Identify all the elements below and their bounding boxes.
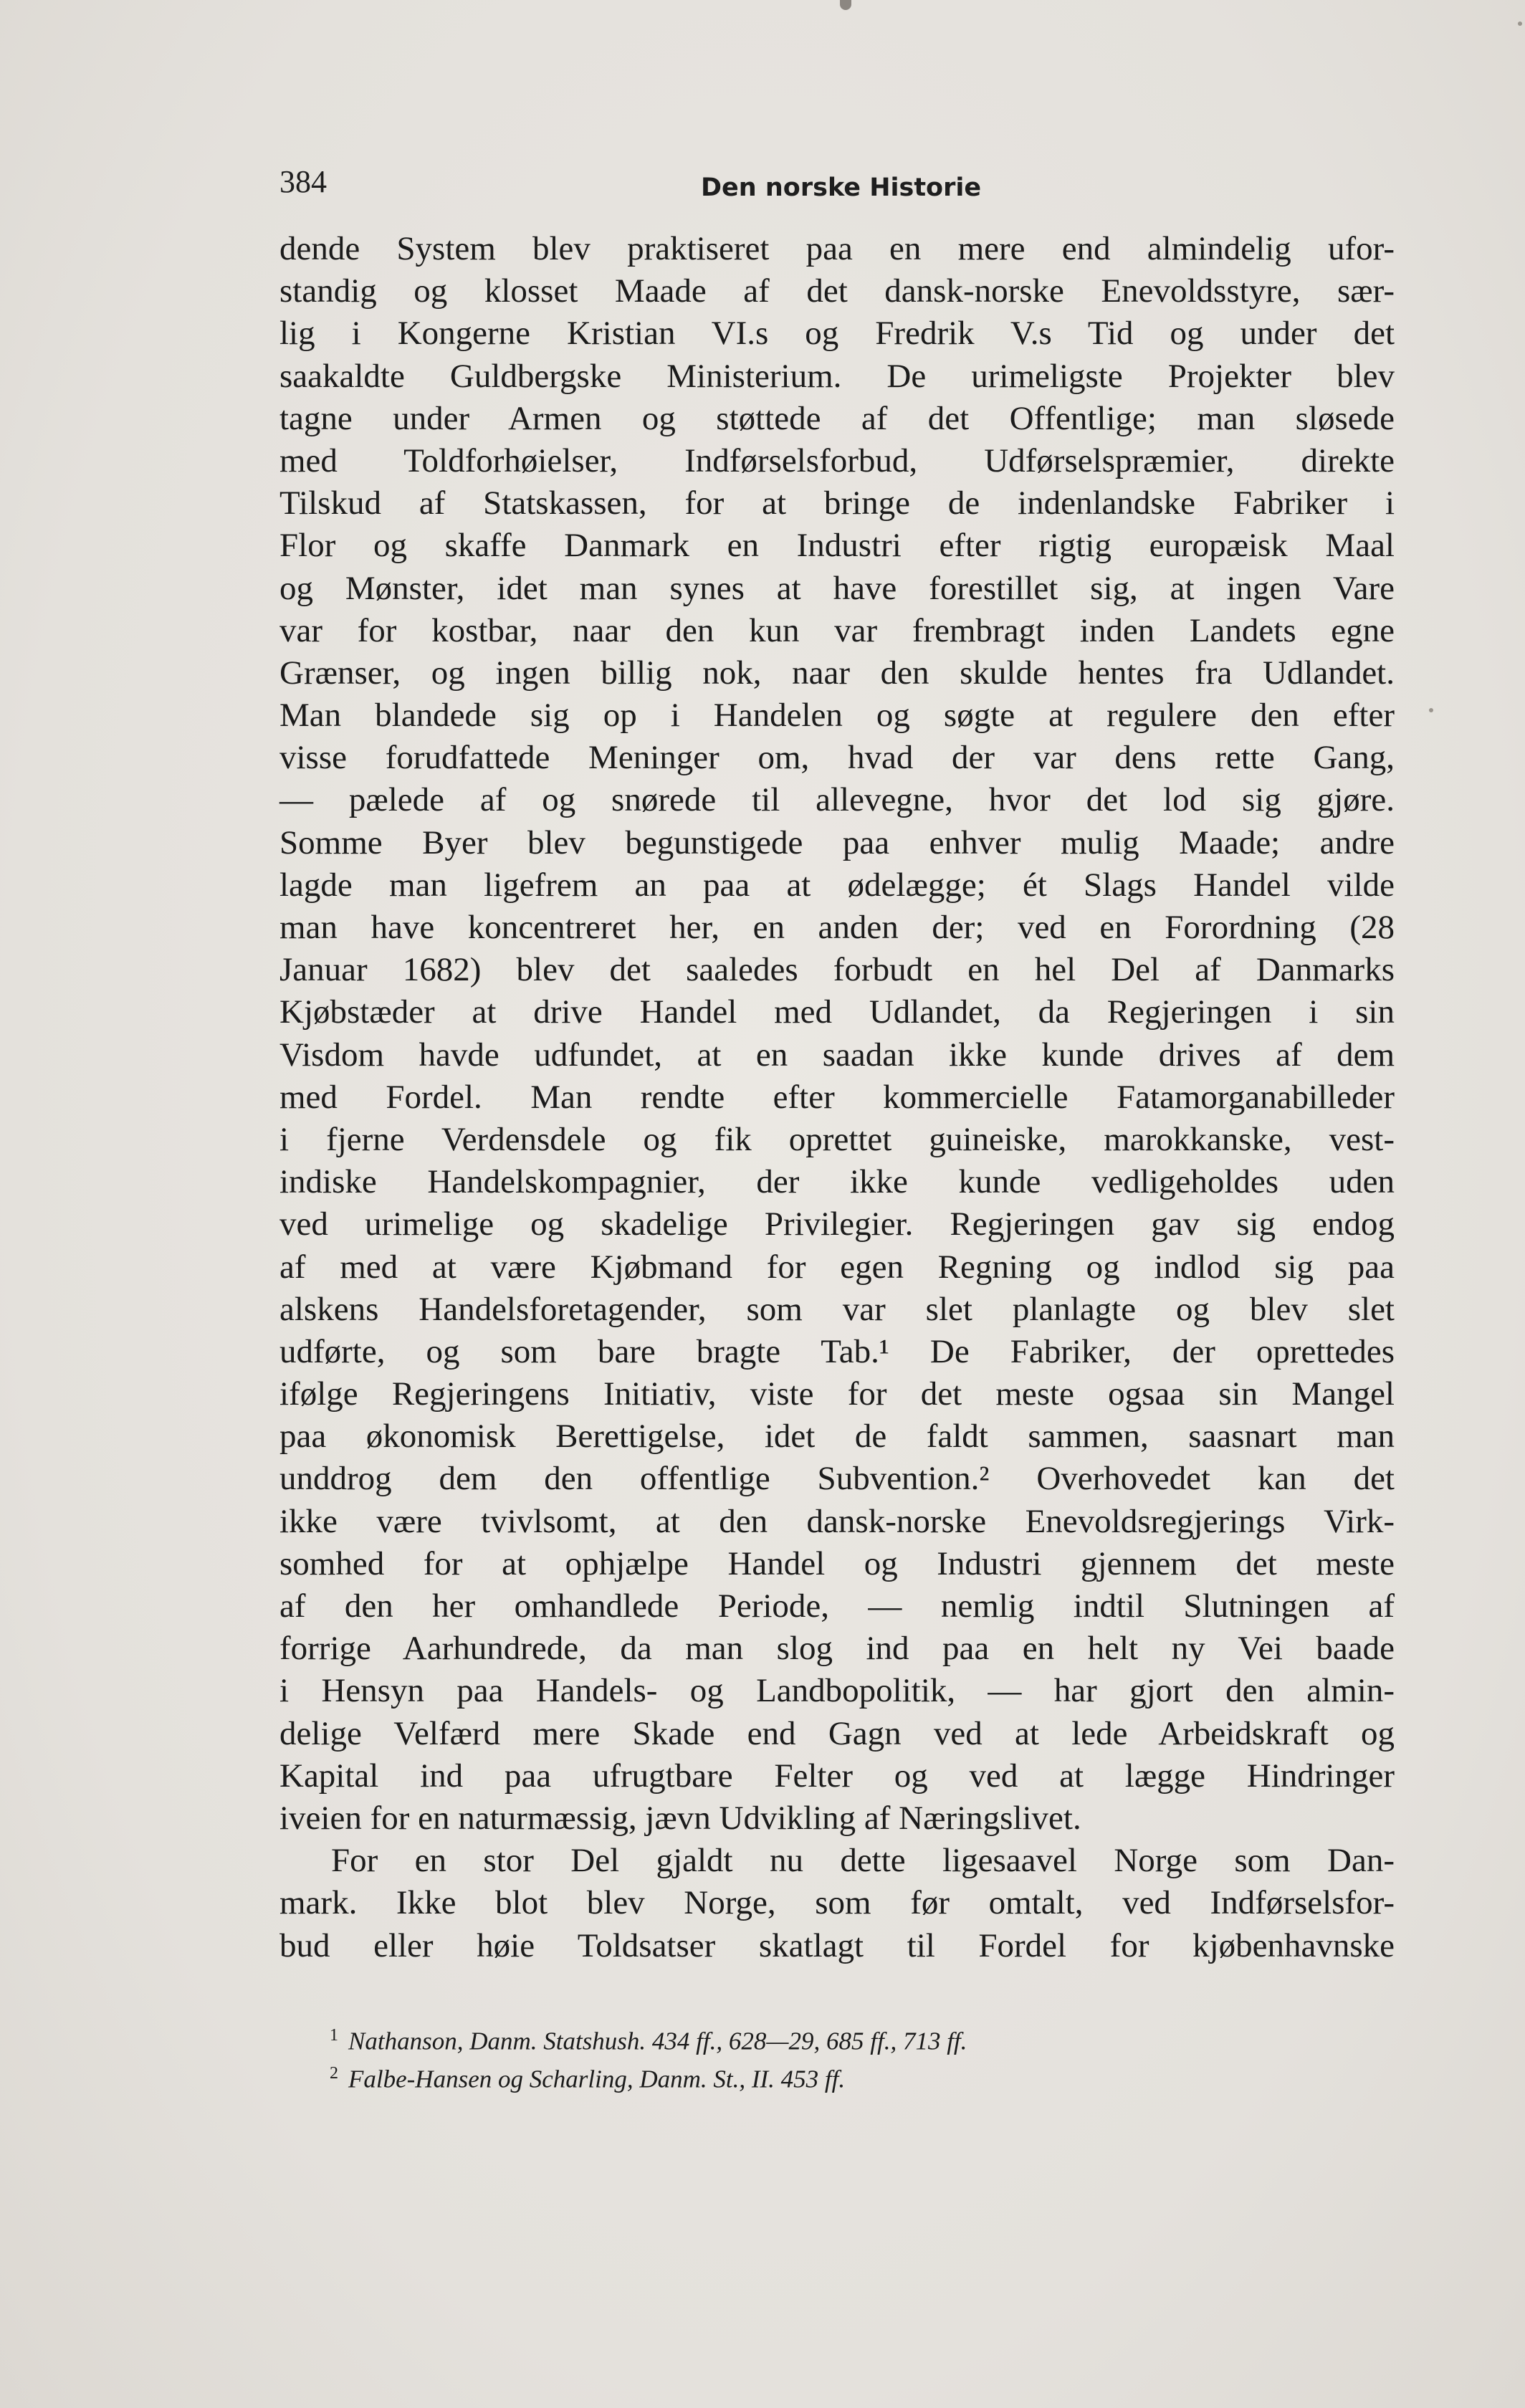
footnote-mark: 1 xyxy=(330,2026,338,2045)
text-line: i Hensyn paa Handels- og Landbopolitik, — har gjort den almin- xyxy=(279,1672,1395,1710)
text-line: man have koncentreret her, en anden der; ved en Forordning (28 xyxy=(279,909,1395,946)
text-line: somhed for at ophjælpe Handel og Industri gjennem det meste xyxy=(279,1544,1395,1582)
text-line: Kapital ind paa ufrugtbare Felter og ved at lægge Hindringer xyxy=(279,1757,1395,1795)
text-line: med Fordel. Man rendte efter kommercielle Fatamorganabilleder xyxy=(279,1078,1395,1116)
scan-dot xyxy=(1429,708,1433,712)
text-line: standig og klosset Maade af det dansk-norske Enevoldsstyre, sær- xyxy=(279,272,1395,310)
text-line: i fjerne Verdensdele og fik oprettet guineiske, marokkanske, vest- xyxy=(279,1120,1395,1158)
text-line: unddrog dem den offentlige Subvention.² Overhovedet kan det xyxy=(279,1460,1395,1498)
text-line: med Toldforhøielser, Indførselsforbud, Udførselspræmier, direkte xyxy=(279,441,1395,479)
footnote xyxy=(330,2058,1395,2096)
body-text xyxy=(279,228,1395,1967)
text-line: lig i Kongerne Kristian VI.s og Fredrik V.s Tid og under det xyxy=(279,315,1395,353)
text-line: ikke være tvivlsomt, at den dansk-norske Enevoldsregjerings Virk- xyxy=(279,1502,1395,1540)
text-line: Flor og skaffe Danmark en Industri efter rigtig europæisk Maal xyxy=(279,527,1395,565)
page-header xyxy=(279,163,1395,214)
text-line: Tilskud af Statskassen, for at bringe de indenlandske Fabriker i xyxy=(279,484,1395,522)
text-line: For en stor Del gjaldt nu dette ligesaavel Norge som Dan- xyxy=(331,1842,1395,1880)
text-line: udførte, og som bare bragte Tab.¹ De Fabriker, der oprettedes xyxy=(279,1332,1395,1370)
text-line: Visdom havde udfundet, at en saadan ikke kunde drives af dem xyxy=(279,1036,1395,1074)
text-line: var for kostbar, naar den kun var frembragt inden Landets egne xyxy=(279,611,1395,649)
text-line: Januar 1682) blev det saaledes forbudt en hel Del af Danmarks xyxy=(279,951,1395,989)
text-line: delige Velfærd mere Skade end Gagn ved at lede Arbeidskraft og xyxy=(279,1714,1395,1752)
text-line: iveien for en naturmæssig, jævn Udvikling af Næringslivet. xyxy=(279,1799,1081,1837)
text-line: mark. Ikke blot blev Norge, som før omtalt, ved Indførselsfor- xyxy=(279,1884,1395,1922)
text-line: indiske Handelskompagnier, der ikke kunde vedligeholdes uden xyxy=(279,1163,1395,1201)
text-line: Grænser, og ingen billig nok, naar den skulde hentes fra Udlandet. xyxy=(279,654,1395,692)
text-line: Kjøbstæder at drive Handel med Udlandet, da Regjeringen i sin xyxy=(279,993,1395,1031)
footnote-text: Nathanson, Danm. Statshush. 434 ff., 628—29, 685 ff., 713 ff. xyxy=(348,2027,967,2055)
text-line: af den her omhandlede Periode, — nemlig indtil Slutningen af xyxy=(279,1587,1395,1625)
text-line: dende System blev praktiseret paa en mere end almindelig ufor- xyxy=(279,230,1395,267)
scan-speck xyxy=(840,0,851,10)
text-line: ved urimelige og skadelige Privilegier. Regjeringen gav sig endog xyxy=(279,1205,1395,1243)
text-line: tagne under Armen og støttede af det Offentlige; man sløsede xyxy=(279,399,1395,437)
text-line: visse forudfattede Meninger om, hvad der var dens rette Gang, xyxy=(279,739,1395,777)
footnote-text: Falbe-Hansen og Scharling, Danm. St., II. 453 ff. xyxy=(348,2065,846,2093)
text-line: bud eller høie Toldsatser skatlagt til Fordel for kjøbenhavnske xyxy=(279,1926,1395,1964)
text-line: Man blandede sig op i Handelen og søgte at regulere den efter xyxy=(279,697,1395,735)
page-number: 384 xyxy=(279,164,327,199)
footnote-mark: 2 xyxy=(330,2063,338,2083)
text-line: af med at være Kjøbmand for egen Regning og indlod sig paa xyxy=(279,1248,1395,1286)
footnotes xyxy=(330,2020,1395,2095)
text-line: alskens Handelsforetagender, som var slet planlagte og blev slet xyxy=(279,1290,1395,1328)
text-line: lagde man ligefrem an paa at ødelægge; ét Slags Handel vilde xyxy=(279,866,1395,904)
scan-dot xyxy=(1518,22,1522,26)
text-line: — pælede af og snørede til allevegne, hvor det lod sig gjøre. xyxy=(279,781,1395,819)
text-line: Somme Byer blev begunstigede paa enhver mulig Maade; andre xyxy=(279,823,1395,861)
text-line: paa økonomisk Berettigelse, idet de faldt sammen, saasnart man xyxy=(279,1418,1395,1456)
text-line: ifølge Regjeringens Initiativ, viste for det meste ogsaa sin Mangel xyxy=(279,1375,1395,1413)
running-title: Den norske Historie xyxy=(701,173,982,202)
text-line: og Mønster, idet man synes at have forestillet sig, at ingen Vare xyxy=(279,569,1395,607)
footnote xyxy=(330,2020,1395,2058)
text-line: forrige Aarhundrede, da man slog ind paa en helt ny Vei baade xyxy=(279,1630,1395,1668)
text-line: saakaldte Guldbergske Ministerium. De urimeligste Projekter blev xyxy=(279,357,1395,395)
